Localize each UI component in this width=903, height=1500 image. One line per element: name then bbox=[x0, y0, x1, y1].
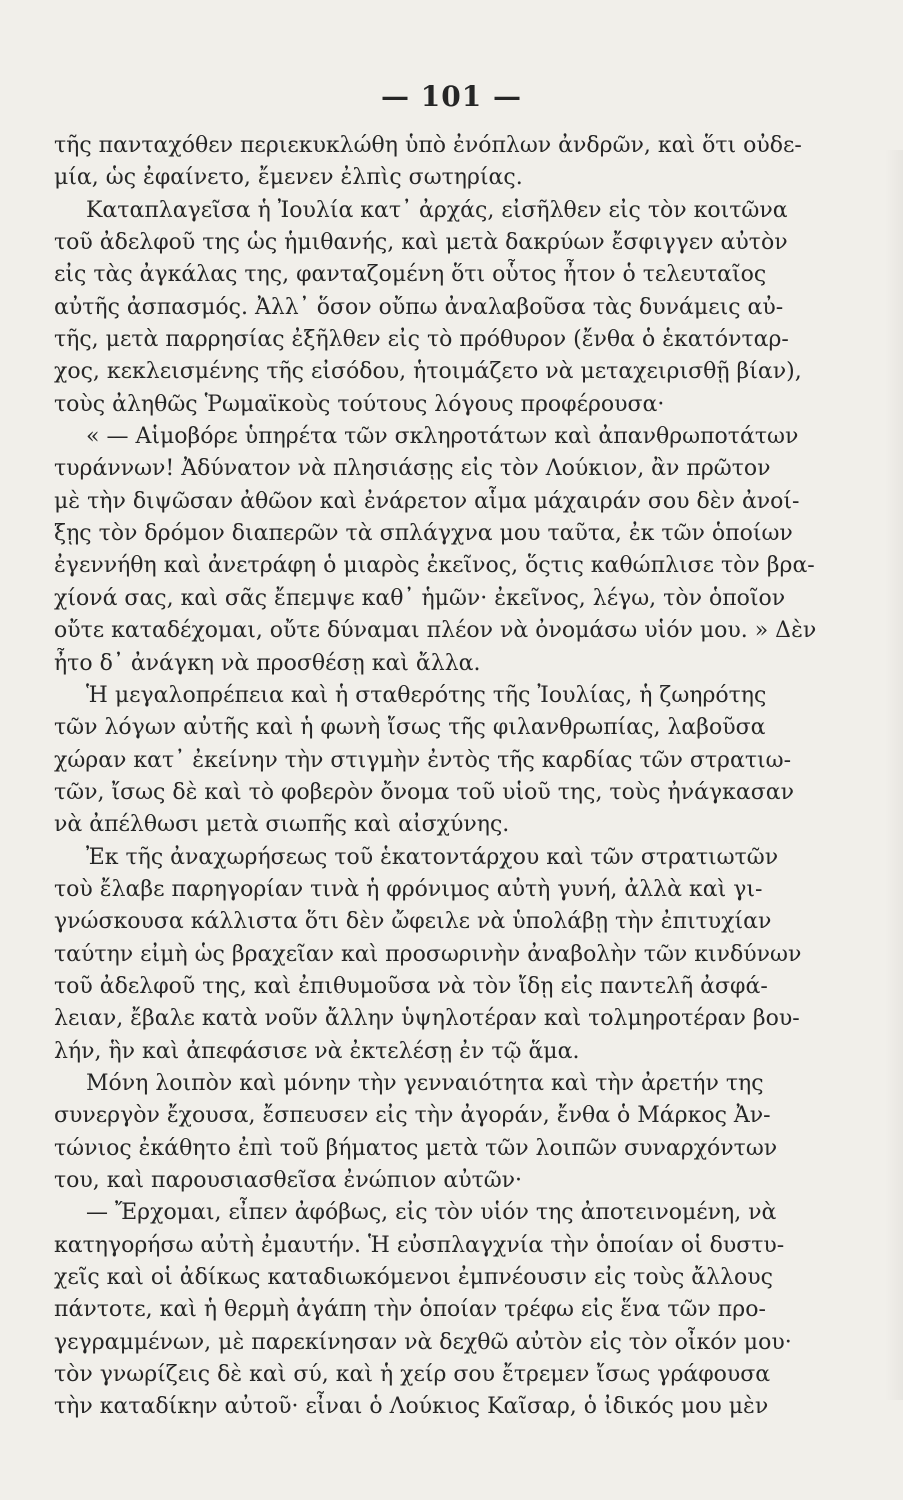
text-line: τῶν λόγων αὐτῆς καὶ ἡ φωνὴ ἴσως τῆς φιλανθρωπίας, λαβοῦσα bbox=[54, 715, 766, 741]
text-line: αὐτῆς ἀσπασμός. Ἀλλ᾽ ὅσον οὔπω ἀναλαβοῦσα τὰς δυνάμεις αὐ- bbox=[54, 294, 784, 320]
text-line: γεγραμμένων, μὲ παρεκίνησαν νὰ δεχθῶ αὐτὸν εἰς τὸν οἶκόν μου· bbox=[54, 1329, 792, 1355]
text-line: χώραν κατ᾽ ἐκείνην τὴν στιγμὴν ἐντὸς τῆς καρδίας τῶν στρατιω- bbox=[54, 747, 792, 773]
text-line: οὔτε καταδέχομαι, οὔτε δύναμαι πλέον νὰ ὀνομάσω υἱόν μου. » Δὲν bbox=[54, 618, 817, 644]
text-line: Καταπλαγεῖσα ἡ Ἰουλία κατ᾽ ἀρχάς, εἰσῆλθεν εἰς τὸν κοιτῶνα bbox=[86, 197, 788, 223]
text-line: χος, κεκλεισμένης τῆς εἰσόδου, ἡτοιμάζετο νὰ μεταχειρισθῇ βίαν), bbox=[54, 359, 802, 385]
text-line: τὸν γνωρίζεις δὲ καὶ σύ, καὶ ἡ χείρ σου ἔτρεμεν ἴσως γράφουσα bbox=[54, 1362, 771, 1388]
text-line: τῶν, ἴσως δὲ καὶ τὸ φοβερὸν ὄνομα τοῦ υἱοῦ της, τοὺς ἠνάγκασαν bbox=[54, 779, 794, 805]
text-line: γνώσκουσα κάλλιστα ὅτι δὲν ὤφειλε νὰ ὑπολάβῃ τὴν ἐπιτυχίαν bbox=[54, 909, 772, 935]
text-line: ταύτην εἰμὴ ὡς βραχεῖαν καὶ προσωρινὴν ἀναβολὴν τῶν κινδύνων bbox=[54, 941, 802, 967]
text-line: πάντοτε, καὶ ἡ θερμὴ ἀγάπη τὴν ὁποίαν τρέφω εἰς ἕνα τῶν προ- bbox=[54, 1297, 766, 1323]
text-line: ξῃς τὸν δρόμον διαπερῶν τὰ σπλάγχνα μου ταῦτα, ἐκ τῶν ὁποίων bbox=[54, 521, 793, 547]
text-line: « — Αἱμοβόρε ὑπηρέτα τῶν σκληροτάτων καὶ ἀπανθρωποτάτων bbox=[86, 424, 799, 450]
text-line: Ἡ μεγαλοπρέπεια καὶ ἡ σταθερότης τῆς Ἰουλίας, ἡ ζωηρότης bbox=[86, 682, 767, 708]
text-line: χεῖς καὶ οἱ ἀδίκως καταδιωκόμενοι ἐμπνέουσιν εἰς τοὺς ἄλλους bbox=[54, 1265, 773, 1291]
text-line: τὴν καταδίκην αὐτοῦ· εἶναι ὁ Λούκιος Καῖσαρ, ὁ ἰδικός μου μὲν bbox=[54, 1394, 769, 1420]
text-line: τῆς, μετὰ παρρησίας ἐξῆλθεν εἰς τὸ πρόθυρον (ἔνθα ὁ ἑκατόνταρ- bbox=[54, 327, 789, 353]
text-line: τοῦ ἀδελφοῦ της ὡς ἡμιθανής, καὶ μετὰ δακρύων ἔσφιγγεν αὐτὸν bbox=[54, 230, 788, 256]
text-line: κατηγορήσω αὐτὴ ἐμαυτήν. Ἡ εὐσπλαγχνία τὴν ὁποίαν οἱ δυστυ- bbox=[54, 1232, 785, 1258]
page-edge-shadow bbox=[885, 150, 903, 1400]
text-line: χίονά σας, καὶ σᾶς ἔπεμψε καθ᾽ ἡμῶν· ἐκεῖνος, λέγω, τὸν ὁποῖον bbox=[54, 585, 786, 611]
page-number: — 101 — bbox=[381, 80, 522, 113]
text-line: τοῦ ἀδελφοῦ της, καὶ ἐπιθυμοῦσα νὰ τὸν ἴδῃ εἰς παντελῆ ἀσφά- bbox=[54, 973, 768, 999]
text-line: τώνιος ἐκάθητο ἐπὶ τοῦ βήματος μετὰ τῶν λοιπῶν συναρχόντων bbox=[54, 1135, 778, 1161]
text-line: — Ἔρχομαι, εἶπεν ἀφόβως, εἰς τὸν υἱόν της ἀποτεινομένη, νὰ bbox=[86, 1200, 777, 1226]
text-line: εἰς τὰς ἀγκάλας της, φανταζομένη ὅτι οὗτος ἦτον ὁ τελευταῖος bbox=[54, 262, 767, 288]
text-line: λήν, ἣν καὶ ἀπεφάσισε νὰ ἐκτελέσῃ ἐν τῷ ἅμα. bbox=[54, 1038, 580, 1064]
text-line: νὰ ἀπέλθωσι μετὰ σιωπῆς καὶ αἰσχύνης. bbox=[54, 812, 510, 838]
text-line: λειαν, ἔβαλε κατὰ νοῦν ἄλλην ὑψηλοτέραν καὶ τολμηροτέραν βου- bbox=[54, 1006, 800, 1032]
text-line: μία, ὡς ἐφαίνετο, ἔμενεν ἐλπὶς σωτηρίας. bbox=[54, 165, 523, 191]
body-text bbox=[54, 130, 838, 1424]
text-line: τῆς πανταχόθεν περιεκυκλώθη ὑπὸ ἐνόπλων ἀνδρῶν, καὶ ὅτι οὐδε- bbox=[54, 133, 802, 158]
text-line: του, καὶ παρουσιασθεῖσα ἐνώπιον αὐτῶν· bbox=[54, 1168, 523, 1193]
text-line: τοὺ ἔλαβε παρηγορίαν τινὰ ἡ φρόνιμος αὐτὴ γυνή, ἀλλὰ καὶ γι- bbox=[54, 876, 763, 902]
text-line: μὲ τὴν διψῶσαν ἀθῶον καὶ ἐνάρετον αἷμα μάχαιράν σου δὲν ἀνοί- bbox=[54, 488, 800, 514]
text-line: τοὺς ἀληθῶς Ῥωμαϊκοὺς τούτους λόγους προφέρουσα· bbox=[54, 391, 665, 417]
text-line: Ἐκ τῆς ἀναχωρήσεως τοῦ ἑκατοντάρχου καὶ τῶν στρατιωτῶν bbox=[86, 844, 779, 870]
text-line: τυράννων! Ἀδύνατον νὰ πλησιάσῃς εἰς τὸν Λούκιον, ἂν πρῶτον bbox=[54, 456, 771, 482]
text-line: συνεργὸν ἔχουσα, ἔσπευσεν εἰς τὴν ἀγοράν, ἔνθα ὁ Μάρκος Ἀν- bbox=[54, 1103, 771, 1129]
text-line: ἦτο δ᾽ ἀνάγκη νὰ προσθέσῃ καὶ ἄλλα. bbox=[54, 650, 481, 676]
text-line: Μόνη λοιπὸν καὶ μόνην τὴν γενναιότητα καὶ τὴν ἀρετήν της bbox=[86, 1070, 764, 1096]
text-line: ἐγεννήθη καὶ ἀνετράφη ὁ μιαρὸς ἐκεῖνος, ὅςτις καθώπλισε τὸν βρα- bbox=[54, 553, 815, 579]
